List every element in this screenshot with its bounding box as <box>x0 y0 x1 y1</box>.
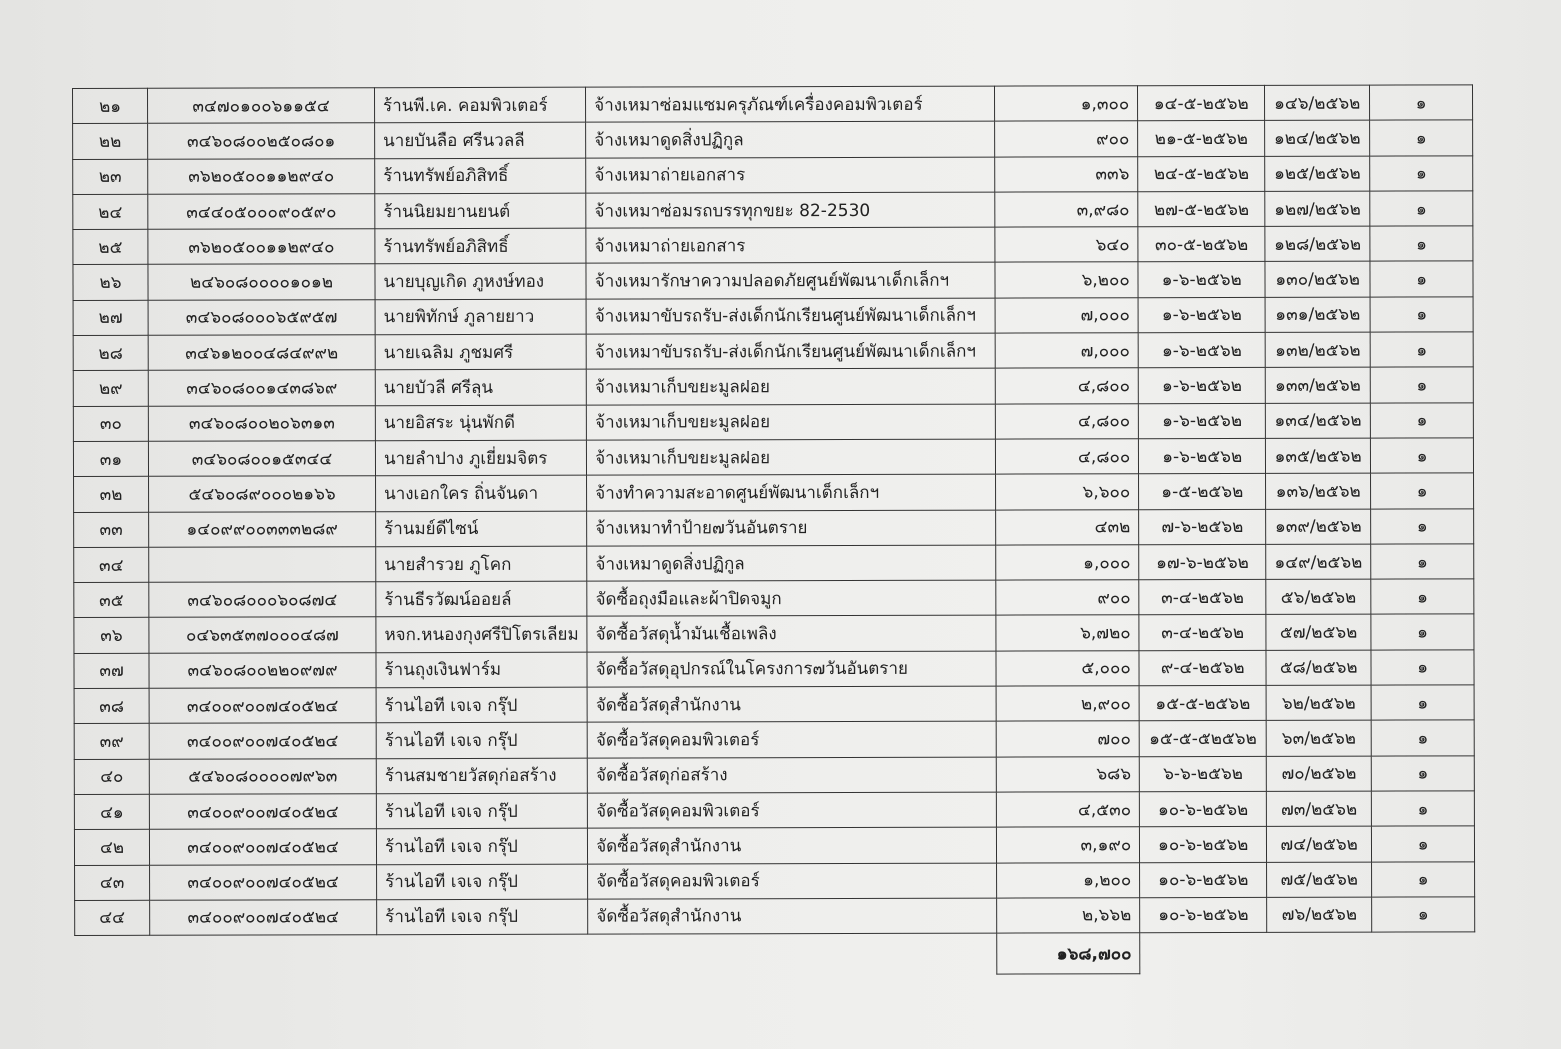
reference-number-cell: ๑๓๒/๒๕๖๒ <box>1265 332 1370 368</box>
tax-id-cell: ๓๔๖๑๒๐๐๔๘๔๙๙๒ <box>148 335 375 371</box>
tax-id-cell: ๓๖๒๐๕๐๐๑๑๒๙๔๐ <box>148 229 375 265</box>
tax-id-cell: ๓๔๐๐๙๐๐๗๔๐๕๒๔ <box>150 864 377 900</box>
row-number-cell: ๓๒ <box>74 477 149 512</box>
reference-number-cell: ๑๓๑/๒๕๖๒ <box>1265 297 1370 333</box>
row-number-cell: ๓๔ <box>74 547 149 582</box>
amount-cell: ๓,๑๙๐ <box>997 827 1140 863</box>
date-cell: ๒๔-๕-๒๕๖๒ <box>1138 156 1265 192</box>
row-number-cell: ๓๗ <box>74 653 149 688</box>
tax-id-cell: ๓๔๔๐๕๐๐๐๙๐๕๙๐ <box>148 194 375 230</box>
reference-number-cell: ๗๖/๒๕๖๒ <box>1267 897 1372 933</box>
description-cell: จ้างเหมาขับรถรับ-ส่งเด็กนักเรียนศูนย์พัฒนาเด็กเล็กฯ <box>586 298 995 334</box>
date-cell: ๑-๖-๒๕๖๒ <box>1138 368 1265 404</box>
row-number-cell: ๔๔ <box>75 900 150 935</box>
description-cell: จ้างเหมาซ่อมรถบรรทุกขยะ 82-2530 <box>586 192 995 228</box>
tax-id-cell <box>149 547 376 583</box>
reference-number-cell: ๕๘/๒๕๖๒ <box>1266 650 1371 686</box>
reference-number-cell: ๑๓๕/๒๕๖๒ <box>1266 438 1371 474</box>
reference-number-cell: ๗๐/๒๕๖๒ <box>1266 756 1371 792</box>
row-number-cell: ๒๓ <box>73 159 148 194</box>
tax-id-cell: ๓๔๗๐๑๐๐๖๑๑๕๔ <box>148 88 375 124</box>
vendor-name-cell: ร้านไอที เจเจ กรุ๊ป <box>376 828 587 864</box>
vendor-name-cell: ร้านถุงเงินฟาร์ม <box>376 652 587 688</box>
vendor-name-cell: ร้านนิยมยานยนต์ <box>375 193 586 229</box>
vendor-name-cell: นายอิสระ นุ่นพักดี <box>375 405 586 441</box>
date-cell: ๑๕-๕-๕๒๕๖๒ <box>1139 721 1266 757</box>
tax-id-cell: ๑๔๐๙๙๐๐๓๓๓๒๘๙ <box>149 511 376 547</box>
date-cell: ๓-๔-๒๕๖๒ <box>1139 615 1266 651</box>
date-cell: ๑-๖-๒๕๖๒ <box>1138 297 1265 333</box>
row-number-cell: ๒๒ <box>73 124 148 159</box>
tax-id-cell: ๓๖๒๐๕๐๐๑๑๒๙๔๐ <box>148 158 375 194</box>
vendor-name-cell: ร้านมย์ดีไซน์ <box>376 511 587 547</box>
row-number-cell: ๔๑ <box>74 794 149 829</box>
table-row <box>74 755 1474 794</box>
description-cell: จัดซื้อวัสดุก่อสร้าง <box>587 757 996 793</box>
reference-number-cell: ๑๒๔/๒๕๖๒ <box>1265 120 1370 156</box>
description-cell: จ้างเหมาเก็บขยะมูลฝอย <box>587 404 996 440</box>
count-cell: ๑ <box>1371 438 1474 474</box>
description-cell: จัดซื้อวัสดุสำนักงาน <box>588 898 997 934</box>
count-cell: ๑ <box>1371 720 1474 756</box>
tax-id-cell: ๕๔๖๐๘๐๐๐๐๗๙๖๓ <box>149 758 376 794</box>
table-row <box>74 473 1474 512</box>
tax-id-cell: ๓๔๐๐๙๐๐๗๔๐๕๒๔ <box>149 688 376 724</box>
row-number-cell: ๒๖ <box>73 265 148 300</box>
vendor-name-cell: ร้านทรัพย์อภิสิทธิ์ <box>375 158 586 194</box>
count-cell: ๑ <box>1370 367 1473 403</box>
total-row <box>75 932 1475 977</box>
reference-number-cell: ๗๕/๒๕๖๒ <box>1267 862 1372 898</box>
vendor-name-cell: นายบัวลี ศรีลุน <box>375 370 586 406</box>
tax-id-cell: ๓๔๐๐๙๐๐๗๔๐๕๒๔ <box>149 829 376 865</box>
tax-id-cell: ๕๔๖๐๘๙๐๐๐๒๑๖๖ <box>149 476 376 512</box>
row-number-cell: ๓๙ <box>74 724 149 759</box>
total-amount-cell: ๑๖๘,๗๐๐ <box>997 933 1140 974</box>
date-cell: ๑๐-๖-๒๕๖๒ <box>1140 791 1267 827</box>
description-cell: จ้างเหมาถ่ายเอกสาร <box>586 227 995 263</box>
date-cell: ๑๕-๕-๒๕๖๒ <box>1139 685 1266 721</box>
description-cell: จัดซื้อวัสดุคอมพิวเตอร์ <box>588 792 997 828</box>
count-cell: ๑ <box>1371 473 1474 509</box>
vendor-name-cell: ร้านธีรวัฒน์ออยล์ <box>376 581 587 617</box>
amount-cell: ๒,๙๐๐ <box>996 686 1139 722</box>
date-cell: ๑๔-๕-๒๕๖๒ <box>1138 85 1265 121</box>
table-row <box>74 508 1474 547</box>
count-cell: ๑ <box>1371 685 1474 721</box>
description-cell: จ้างเหมาเก็บขยะมูลฝอย <box>587 439 996 475</box>
tax-id-cell: ๓๔๐๐๙๐๐๗๔๐๕๒๔ <box>149 794 376 830</box>
count-cell: ๑ <box>1371 579 1474 615</box>
reference-number-cell: ๑๓๖/๒๕๖๒ <box>1266 473 1371 509</box>
count-cell: ๑ <box>1372 826 1475 862</box>
tax-id-cell: ๓๔๖๐๘๐๐๐๖๕๙๕๗ <box>148 299 375 335</box>
table-row <box>73 332 1473 371</box>
reference-number-cell: ๕๗/๒๕๖๒ <box>1266 615 1371 651</box>
amount-cell: ๔,๕๓๐ <box>997 792 1140 828</box>
row-number-cell: ๔๐ <box>74 759 149 794</box>
count-cell: ๑ <box>1370 403 1473 439</box>
date-cell: ๑๐-๖-๒๕๖๒ <box>1140 862 1267 898</box>
description-cell: จ้างเหมาถ่ายเอกสาร <box>586 157 995 193</box>
description-cell: จัดซื้อวัสดุอุปกรณ์ในโครงการ๗วันอันตราย <box>587 651 996 687</box>
vendor-name-cell: ร้านไอที เจเจ กรุ๊ป <box>376 722 587 758</box>
count-cell: ๑ <box>1370 85 1473 121</box>
table-row <box>75 861 1475 900</box>
count-cell: ๑ <box>1370 155 1473 191</box>
table-row <box>73 438 1473 477</box>
reference-number-cell: ๗๔/๒๕๖๒ <box>1267 826 1372 862</box>
amount-cell: ๙๐๐ <box>996 580 1139 616</box>
row-number-cell: ๓๘ <box>74 688 149 723</box>
description-cell: จ้างเหมาทำป้าย๗วันอันตราย <box>587 510 996 546</box>
vendor-name-cell: ร้านทรัพย์อภิสิทธิ์ <box>375 228 586 264</box>
vendor-name-cell: ร้านไอที เจเจ กรุ๊ป <box>376 687 587 723</box>
tax-id-cell: ๐๔๖๓๕๓๗๐๐๐๔๘๗ <box>149 617 376 653</box>
date-cell: ๑๐-๖-๒๕๖๒ <box>1140 827 1267 863</box>
description-cell: จ้างเหมารักษาความปลอดภัยศูนย์พัฒนาเด็กเล็กฯ <box>586 263 995 299</box>
amount-cell: ๗,๐๐๐ <box>995 297 1138 333</box>
amount-cell: ๒,๖๖๒ <box>997 898 1140 934</box>
description-cell: จ้างเหมาขับรถรับ-ส่งเด็กนักเรียนศูนย์พัฒนาเด็กเล็กฯ <box>586 333 995 369</box>
table-row <box>74 650 1474 689</box>
amount-cell: ๙๐๐ <box>995 121 1138 157</box>
table-row <box>73 226 1473 265</box>
table-row <box>75 897 1475 936</box>
table-body <box>73 85 1475 936</box>
reference-number-cell: ๑๓๓/๒๕๖๒ <box>1265 367 1370 403</box>
vendor-name-cell: ร้านสมชายวัสดุก่อสร้าง <box>376 758 587 794</box>
reference-number-cell: ๗๓/๒๕๖๒ <box>1267 791 1372 827</box>
tax-id-cell: ๒๔๖๐๘๐๐๐๐๑๐๑๒ <box>148 264 375 300</box>
row-number-cell: ๒๔ <box>73 194 148 229</box>
row-number-cell: ๓๐ <box>73 406 148 441</box>
description-cell: จ้างเหมาเก็บขยะมูลฝอย <box>586 368 995 404</box>
date-cell: ๑-๕-๒๕๖๒ <box>1139 474 1266 510</box>
vendor-name-cell: นายเฉลิม ภูชมศรี <box>375 334 586 370</box>
amount-cell: ๖๘๖ <box>996 756 1139 792</box>
row-number-cell: ๓๕ <box>74 582 149 617</box>
reference-number-cell: ๖๒/๒๕๖๒ <box>1266 685 1371 721</box>
table-row <box>74 579 1474 618</box>
count-cell: ๑ <box>1372 861 1475 897</box>
count-cell: ๑ <box>1371 614 1474 650</box>
table-row <box>74 685 1474 724</box>
tax-id-cell: ๓๔๖๐๘๐๐๑๕๓๔๔ <box>148 441 375 477</box>
amount-cell: ๑,๓๐๐ <box>995 86 1138 122</box>
row-number-cell: ๓๓ <box>74 512 149 547</box>
description-cell: จัดซื้อวัสดุสำนักงาน <box>587 686 996 722</box>
tax-id-cell: ๓๔๖๐๘๐๐๒๕๐๘๐๑ <box>148 123 375 159</box>
description-cell: จ้างเหมาดูดสิ่งปฏิกูล <box>586 121 995 157</box>
description-cell: จัดซื้อวัสดุสำนักงาน <box>588 827 997 863</box>
reference-number-cell: ๖๓/๒๕๖๒ <box>1266 720 1371 756</box>
reference-number-cell: ๑๔๙/๒๕๖๒ <box>1266 544 1371 580</box>
amount-cell: ๗๐๐ <box>996 721 1139 757</box>
date-cell: ๑-๖-๒๕๖๒ <box>1138 262 1265 298</box>
date-cell: ๑-๖-๒๕๖๒ <box>1139 403 1266 439</box>
amount-cell: ๖,๖๐๐ <box>996 474 1139 510</box>
amount-cell: ๕,๐๐๐ <box>996 650 1139 686</box>
amount-cell: ๔๓๒ <box>996 509 1139 545</box>
date-cell: ๑-๖-๒๕๖๒ <box>1139 438 1266 474</box>
count-cell: ๑ <box>1370 261 1473 297</box>
tax-id-cell: ๓๔๐๐๙๐๐๗๔๐๕๒๔ <box>149 723 376 759</box>
vendor-name-cell: นายบันลือ ศรีนวลลี <box>375 122 586 158</box>
table-row <box>73 403 1473 442</box>
table-row <box>73 297 1473 336</box>
vendor-name-cell: นายบุญเกิด ภูหงษ์ทอง <box>375 264 586 300</box>
description-cell: จัดซื้อวัสดุคอมพิวเตอร์ <box>588 863 997 899</box>
reference-number-cell: ๑๒๘/๒๕๖๒ <box>1265 226 1370 262</box>
amount-cell: ๓,๙๘๐ <box>995 192 1138 228</box>
vendor-name-cell: นายลำปาง ภูเยี่ยมจิตร <box>375 440 586 476</box>
table-row <box>74 614 1474 653</box>
row-number-cell: ๒๗ <box>73 300 148 335</box>
date-cell: ๑-๖-๒๕๖๒ <box>1138 332 1265 368</box>
date-cell: ๓-๔-๒๕๖๒ <box>1139 580 1266 616</box>
vendor-name-cell: ร้านไอที เจเจ กรุ๊ป <box>377 899 588 935</box>
date-cell: ๙-๔-๒๕๖๒ <box>1139 650 1266 686</box>
description-cell: จ้างเหมาดูดสิ่งปฏิกูล <box>587 545 996 581</box>
description-cell: จ้างเหมาซ่อมแซมครุภัณฑ์เครื่องคอมพิวเตอร์ <box>586 86 995 122</box>
count-cell: ๑ <box>1371 755 1474 791</box>
vendor-name-cell: นายพิทักษ์ ภูลายยาว <box>375 299 586 335</box>
amount-cell: ๖๔๐ <box>995 227 1138 263</box>
vendor-name-cell: หจก.หนองกุงศรีปิโตรเลียม <box>376 617 587 653</box>
reference-number-cell: ๑๓๙/๒๕๖๒ <box>1266 509 1371 545</box>
reference-number-cell: ๕๖/๒๕๖๒ <box>1266 579 1371 615</box>
date-cell: ๒๑-๕-๒๕๖๒ <box>1138 121 1265 157</box>
reference-number-cell: ๑๒๕/๒๕๖๒ <box>1265 156 1370 192</box>
date-cell: ๖-๖-๒๕๖๒ <box>1139 756 1266 792</box>
count-cell: ๑ <box>1370 226 1473 262</box>
date-cell: ๓๐-๕-๒๕๖๒ <box>1138 227 1265 263</box>
tax-id-cell: ๓๔๖๐๘๐๐๒๒๐๙๗๙ <box>149 652 376 688</box>
reference-number-cell: ๑๔๖/๒๕๖๒ <box>1265 85 1370 121</box>
reference-number-cell: ๑๒๗/๒๕๖๒ <box>1265 191 1370 227</box>
table-row <box>74 720 1474 759</box>
amount-cell: ๑,๒๐๐ <box>997 862 1140 898</box>
description-cell: จ้างทำความสะอาดศูนย์พัฒนาเด็กเล็กฯ <box>587 474 996 510</box>
table-row <box>73 155 1473 194</box>
table-row <box>74 826 1474 865</box>
row-number-cell: ๒๕ <box>73 229 148 264</box>
amount-cell: ๑,๐๐๐ <box>996 545 1139 581</box>
vendor-name-cell: นายสำรวย ภูโคก <box>376 546 587 582</box>
date-cell: ๗-๖-๒๕๖๒ <box>1139 509 1266 545</box>
reference-number-cell: ๑๓๐/๒๕๖๒ <box>1265 262 1370 298</box>
count-cell: ๑ <box>1370 332 1473 368</box>
count-cell: ๑ <box>1371 650 1474 686</box>
count-cell: ๑ <box>1371 791 1474 827</box>
amount-cell: ๔,๘๐๐ <box>996 439 1139 475</box>
count-cell: ๑ <box>1370 120 1473 156</box>
vendor-name-cell: นางเอกใคร ถิ่นจันดา <box>376 475 587 511</box>
amount-cell: ๗,๐๐๐ <box>995 333 1138 369</box>
row-number-cell: ๒๑ <box>73 88 148 123</box>
description-cell: จัดซื้อวัสดุน้ำมันเชื้อเพลิง <box>587 616 996 652</box>
description-cell: จัดซื้อวัสดุคอมพิวเตอร์ <box>587 721 996 757</box>
table-row <box>73 367 1473 406</box>
amount-cell: ๖,๗๒๐ <box>996 615 1139 651</box>
table-row <box>73 261 1473 300</box>
description-cell: จัดซื้อถุงมือและผ้าปิดจมูก <box>587 580 996 616</box>
count-cell: ๑ <box>1370 297 1473 333</box>
tax-id-cell: ๓๔๖๐๘๐๐๒๐๖๓๑๓ <box>148 405 375 441</box>
row-number-cell: ๔๒ <box>74 830 149 865</box>
table-row <box>73 85 1473 124</box>
tax-id-cell: ๓๔๖๐๘๐๐๐๖๐๘๗๔ <box>149 582 376 618</box>
count-cell: ๑ <box>1371 544 1474 580</box>
row-number-cell: ๓๖ <box>74 618 149 653</box>
amount-cell: ๔,๘๐๐ <box>996 403 1139 439</box>
vendor-name-cell: ร้านไอที เจเจ กรุ๊ป <box>377 864 588 900</box>
reference-number-cell: ๑๓๔/๒๕๖๒ <box>1266 403 1371 439</box>
vendor-name-cell: ร้านพี.เค. คอมพิวเตอร์ <box>375 87 586 123</box>
procurement-table <box>72 84 1475 977</box>
amount-cell: ๔,๘๐๐ <box>995 368 1138 404</box>
row-number-cell: ๒๙ <box>73 371 148 406</box>
count-cell: ๑ <box>1371 508 1474 544</box>
date-cell: ๑๗-๖-๒๕๖๒ <box>1139 544 1266 580</box>
tax-id-cell: ๓๔๖๐๘๐๐๑๔๓๘๖๙ <box>148 370 375 406</box>
table-row <box>73 191 1473 230</box>
table-row <box>73 120 1473 159</box>
date-cell: ๒๗-๕-๒๕๖๒ <box>1138 191 1265 227</box>
count-cell: ๑ <box>1370 191 1473 227</box>
row-number-cell: ๓๑ <box>73 441 148 476</box>
row-number-cell: ๔๓ <box>75 865 150 900</box>
count-cell: ๑ <box>1372 897 1475 933</box>
date-cell: ๑๐-๖-๒๕๖๒ <box>1140 897 1267 933</box>
table-row <box>74 544 1474 583</box>
amount-cell: ๓๓๖ <box>995 156 1138 192</box>
amount-cell: ๖,๒๐๐ <box>995 262 1138 298</box>
tax-id-cell: ๓๔๐๐๙๐๐๗๔๐๕๒๔ <box>150 900 377 936</box>
table-row <box>74 791 1474 830</box>
vendor-name-cell: ร้านไอที เจเจ กรุ๊ป <box>376 793 587 829</box>
row-number-cell: ๒๘ <box>73 335 148 370</box>
